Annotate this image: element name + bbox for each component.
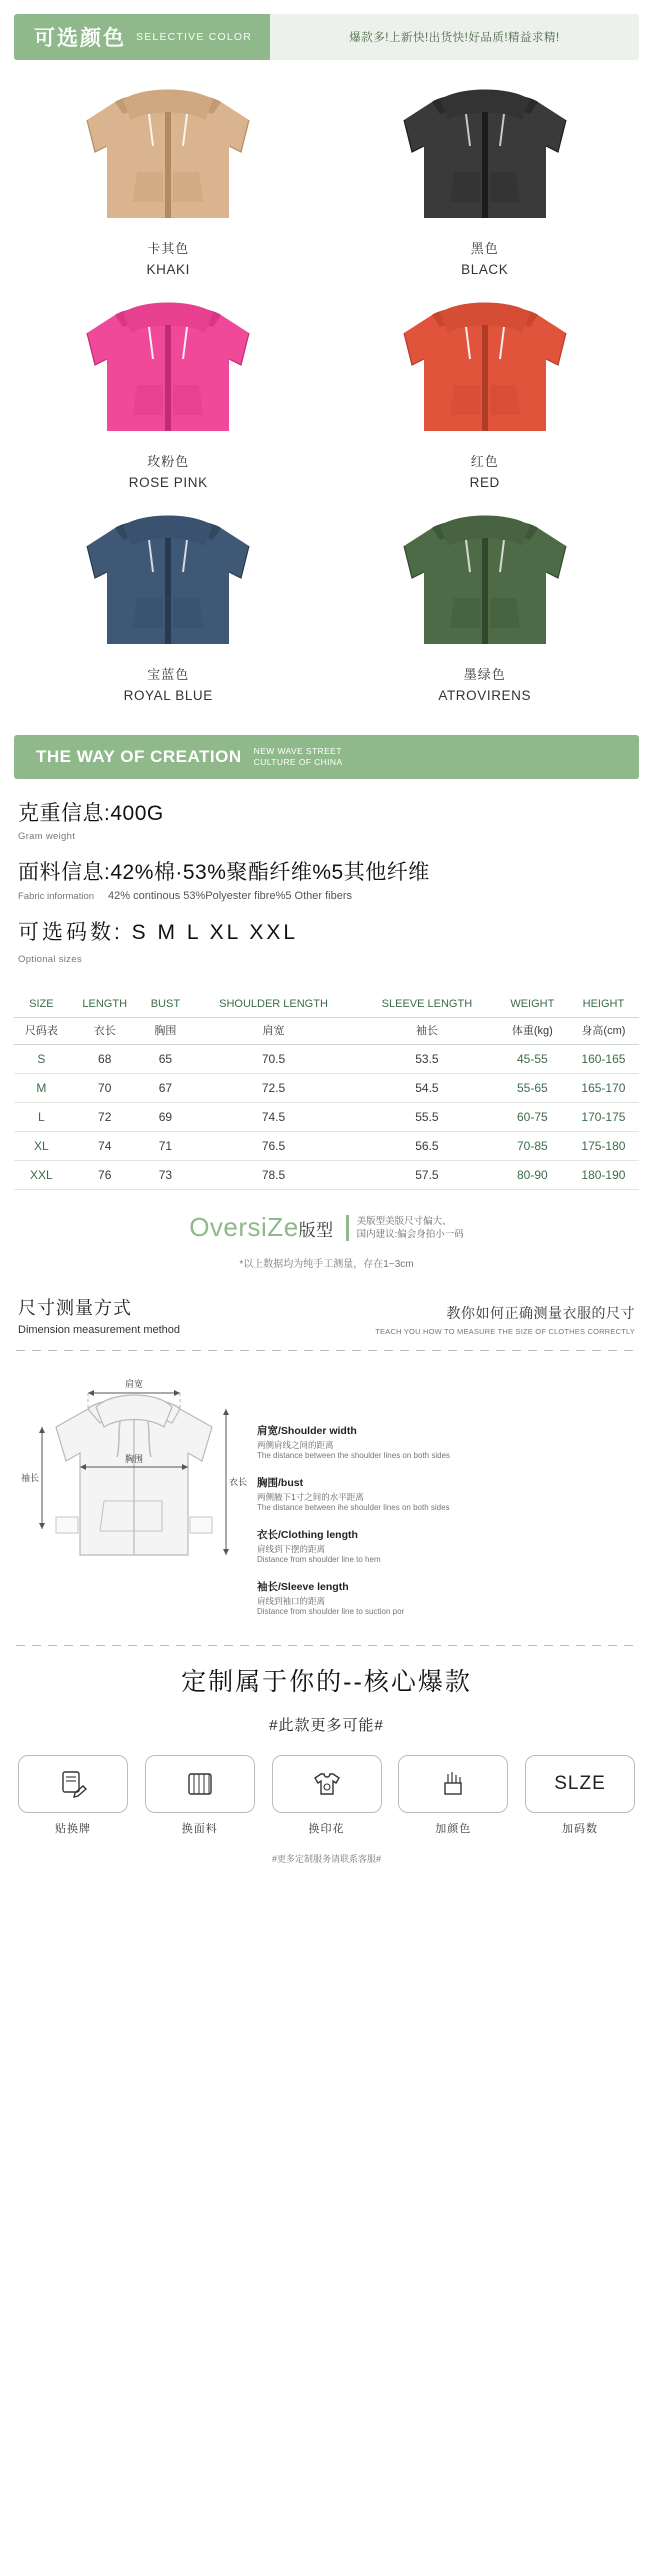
cell-bust: 65: [158, 1052, 173, 1066]
size-header-cn-height: 身高(cm): [568, 1018, 639, 1045]
creation-subtitle-line1: NEW WAVE STREET: [253, 746, 342, 756]
color-section-title-en: SELECTIVE COLOR: [136, 31, 253, 43]
color-name-en: BLACK: [461, 262, 509, 277]
legend-en: The distance between the shoulder lines on both sides: [257, 1451, 451, 1460]
legend-en: Distance from shoulder line to suction por: [257, 1607, 405, 1616]
hoodie-image-royal-blue: [53, 506, 283, 654]
cell-size: M: [36, 1081, 47, 1095]
size-header-height: HEIGHT: [568, 991, 639, 1018]
size-header-shoulder: SHOULDER LENGTH: [190, 991, 357, 1018]
size-header-cn-size: 尺码表: [14, 1018, 69, 1045]
fabric-icon: [183, 1767, 217, 1801]
cell-shoulder: 70.5: [261, 1052, 286, 1066]
size-header-sleeve: SLEEVE LENGTH: [357, 991, 497, 1018]
cell-shoulder: 74.5: [261, 1110, 286, 1124]
size-header-length: LENGTH: [69, 991, 141, 1018]
color-name-cn: 红色: [470, 454, 499, 469]
cell-height: 165-170: [581, 1081, 626, 1095]
legend-heading: 肩宽/Shoulder width: [257, 1425, 357, 1437]
cell-bust: 71: [158, 1139, 173, 1153]
size-text-icon: SLZE: [554, 1773, 606, 1794]
legend-item-clothing-length: [257, 1527, 637, 1565]
legend-cn: 两侧肩线之间的距离: [257, 1440, 334, 1450]
custom-option-fabric[interactable]: [145, 1755, 255, 1836]
legend-en: Distance from shoulder line to hem: [257, 1555, 381, 1564]
size-header-cn-length: 衣长: [69, 1018, 141, 1045]
custom-option-tag[interactable]: [18, 1755, 128, 1836]
color-name-cn: 墨绿色: [463, 667, 506, 682]
fabric-info-en-value: 42% continous 53%Polyester fibre%5 Other fibers: [108, 890, 352, 902]
custom-option-label: 贴换牌: [55, 1823, 91, 1835]
table-row: [14, 1132, 639, 1161]
size-header-size: SIZE: [14, 991, 69, 1018]
cell-length: 74: [98, 1139, 112, 1153]
oversize-title-en: OversiZe: [189, 1212, 299, 1242]
color-section-title-cn: 可选颜色: [34, 27, 126, 50]
measure-tolerance-note: *以上数据均为纯手工测量，存在1~3cm: [239, 1259, 414, 1270]
fabric-info-en-label: Fabric information: [18, 891, 95, 902]
legend-cn: 肩线到下摆的距离: [257, 1544, 326, 1554]
legend-cn: 两侧腋下1寸之间的水平距离: [257, 1492, 364, 1502]
color-item-red[interactable]: [327, 287, 644, 500]
measurement-diagram: [0, 1365, 653, 1631]
color-item-black[interactable]: [327, 74, 644, 287]
color-name-en: ROSE PINK: [128, 475, 208, 490]
color-grid: [0, 60, 653, 719]
legend-heading: 衣长/Clothing length: [257, 1529, 358, 1541]
color-item-khaki[interactable]: [10, 74, 327, 287]
color-name-en: ROYAL BLUE: [123, 688, 213, 703]
size-header-cn-bust: 胸围: [141, 1018, 190, 1045]
dimension-header-right: [375, 1303, 635, 1336]
hoodie-image-black: [370, 80, 600, 228]
cell-weight: 60-75: [516, 1110, 548, 1124]
table-row: [14, 1161, 639, 1190]
size-table-header-en: [14, 991, 639, 1018]
custom-option-size[interactable]: [525, 1755, 635, 1836]
cell-length: 68: [98, 1052, 112, 1066]
diagram-legend: [257, 1369, 637, 1631]
cell-weight: 55-65: [516, 1081, 548, 1095]
tag-icon: [56, 1767, 90, 1801]
custom-subtitle: #此款更多可能#: [269, 1717, 384, 1734]
color-name-cn: 玫粉色: [147, 454, 190, 469]
custom-option-color[interactable]: [398, 1755, 508, 1836]
cell-size: L: [38, 1110, 45, 1124]
color-name-cn: 宝蓝色: [147, 667, 190, 682]
gram-weight-en: Gram weight: [18, 831, 76, 842]
color-section-banner: [270, 14, 639, 60]
color-name-en: RED: [469, 475, 500, 490]
cell-sleeve: 57.5: [415, 1168, 439, 1182]
size-header-weight: WEIGHT: [497, 991, 568, 1018]
cell-bust: 67: [158, 1081, 173, 1095]
size-table-header-cn: [14, 1018, 639, 1045]
hoodie-image-khaki: [53, 80, 283, 228]
hoodie-image-red: [370, 293, 600, 441]
cell-size: XXL: [30, 1168, 53, 1182]
cell-size: S: [37, 1052, 46, 1066]
dimension-header: [0, 1270, 653, 1336]
cell-size: XL: [34, 1139, 49, 1153]
cell-weight: 45-55: [516, 1052, 548, 1066]
tshirt-print-icon: [310, 1767, 344, 1801]
cell-sleeve: 54.5: [415, 1081, 439, 1095]
legend-item-shoulder: [257, 1423, 637, 1461]
oversize-title-cn: 版型: [298, 1221, 334, 1240]
cell-height: 170-175: [581, 1110, 626, 1124]
custom-option-label: 换印花: [308, 1823, 345, 1835]
size-header-cn-weight: 体重(kg): [497, 1018, 568, 1045]
product-detail-page: [0, 14, 653, 1881]
hoodie-technical-drawing: [16, 1369, 251, 1584]
dimension-title-cn: 尺寸测量方式: [18, 1298, 132, 1318]
legend-en: The distance between ihe shoulder lines on both sides: [257, 1503, 450, 1512]
gram-weight-cn: 克重信息:400G: [18, 802, 164, 825]
cell-length: 72: [98, 1110, 112, 1124]
custom-icons-row: [0, 1735, 653, 1842]
svg-text:胸围: 胸围: [124, 1454, 144, 1464]
optional-sizes-cn: 可选码数: S M L XL XXL: [18, 921, 299, 944]
creation-subtitle: [254, 746, 343, 768]
legend-item-sleeve-length: [257, 1579, 637, 1617]
cell-sleeve: 53.5: [415, 1052, 439, 1066]
creation-title: THE WAY OF CREATION: [36, 747, 242, 766]
cell-height: 175-180: [581, 1139, 626, 1153]
oversize-note-line1: 美版型美版尺寸偏大、: [356, 1215, 452, 1227]
legend-item-bust: [257, 1475, 637, 1513]
size-header-bust: BUST: [141, 991, 190, 1018]
cell-weight: 80-90: [516, 1168, 548, 1182]
fabric-icon-frame: [145, 1755, 255, 1813]
color-item-atrovirens[interactable]: [327, 500, 644, 713]
divider-dashed-bottom: [16, 1645, 637, 1646]
color-item-royal-blue[interactable]: [10, 500, 327, 713]
cell-sleeve: 56.5: [415, 1139, 439, 1153]
color-name-cn: 黑色: [470, 241, 499, 256]
custom-option-print[interactable]: [272, 1755, 382, 1836]
color-name-en: ATROVIRENS: [438, 688, 532, 703]
table-row: [14, 1074, 639, 1103]
color-add-icon-frame: [398, 1755, 508, 1813]
spec-block: [0, 779, 653, 983]
color-add-icon: [436, 1767, 470, 1801]
cell-length: 70: [98, 1081, 112, 1095]
cell-bust: 69: [158, 1110, 173, 1124]
creation-section-header: [14, 735, 639, 779]
cell-height: 180-190: [581, 1168, 626, 1182]
cell-weight: 70-85: [516, 1139, 548, 1153]
cell-height: 160-165: [581, 1052, 626, 1066]
fabric-info-cn: 面料信息:42%棉·53%聚酯纤维%5其他纤维: [18, 861, 430, 884]
custom-option-label: 换面料: [181, 1823, 218, 1835]
tag-icon-frame: [18, 1755, 128, 1813]
tshirt-print-icon-frame: [272, 1755, 382, 1813]
custom-option-label: 加码数: [562, 1823, 598, 1835]
color-name-cn: 卡其色: [147, 241, 190, 256]
oversize-block: [0, 1212, 653, 1243]
cell-bust: 73: [158, 1168, 173, 1182]
legend-heading: 袖长/Sleeve length: [257, 1581, 349, 1593]
cell-shoulder: 76.5: [261, 1139, 286, 1153]
hoodie-image-atrovirens: [370, 506, 600, 654]
hoodie-image-rose-pink: [53, 293, 283, 441]
footer-note: #更多定制服务请联系客服#: [271, 1854, 381, 1864]
dimension-right-en: TEACH YOU HOW TO MEASURE THE SIZE OF CLOTHES CORRECTLY: [375, 1327, 635, 1336]
legend-cn: 肩线到袖口的距离: [257, 1596, 326, 1606]
cell-shoulder: 78.5: [261, 1168, 286, 1182]
cell-shoulder: 72.5: [261, 1081, 286, 1095]
dimension-header-left: [18, 1294, 180, 1336]
color-section-header: [14, 14, 639, 60]
table-row: [14, 1103, 639, 1132]
svg-text:袖长: 袖长: [20, 1473, 40, 1483]
cell-length: 76: [98, 1168, 112, 1182]
optional-sizes-en: Optional sizes: [18, 954, 82, 965]
color-item-rose-pink[interactable]: [10, 287, 327, 500]
color-name-en: KHAKI: [146, 262, 190, 277]
oversize-note-line2: 国内建议:偏会身拍小一码: [356, 1228, 464, 1240]
divider-dashed-top: [16, 1350, 637, 1351]
table-row: [14, 1045, 639, 1074]
creation-subtitle-line2: CULTURE OF CHINA: [253, 757, 343, 767]
oversize-note: [346, 1215, 464, 1241]
dimension-right-cn: 教你如何正确测量衣服的尺寸: [446, 1305, 635, 1321]
color-section-banner-text: 爆款多!上新快!出货快!好品质!精益求精!: [349, 32, 560, 44]
size-header-cn-sleeve: 袖长: [357, 1018, 497, 1045]
diagram-figure: [16, 1369, 251, 1631]
legend-heading: 胸围/bust: [257, 1477, 304, 1489]
svg-text:肩宽: 肩宽: [124, 1379, 144, 1389]
svg-text:衣长: 衣长: [228, 1477, 248, 1487]
fabric-info-en-row: [18, 890, 635, 902]
custom-title: 定制属于你的--核心爆款: [181, 1668, 472, 1696]
cell-sleeve: 55.5: [415, 1110, 439, 1124]
size-header-cn-shoulder: 肩宽: [190, 1018, 357, 1045]
color-section-title: [14, 14, 270, 60]
size-table: [14, 991, 639, 1190]
size-text-icon-frame: [525, 1755, 635, 1813]
oversize-title: [189, 1212, 333, 1243]
custom-option-label: 加颜色: [435, 1823, 472, 1835]
dimension-title-en: Dimension measurement method: [18, 1324, 181, 1336]
